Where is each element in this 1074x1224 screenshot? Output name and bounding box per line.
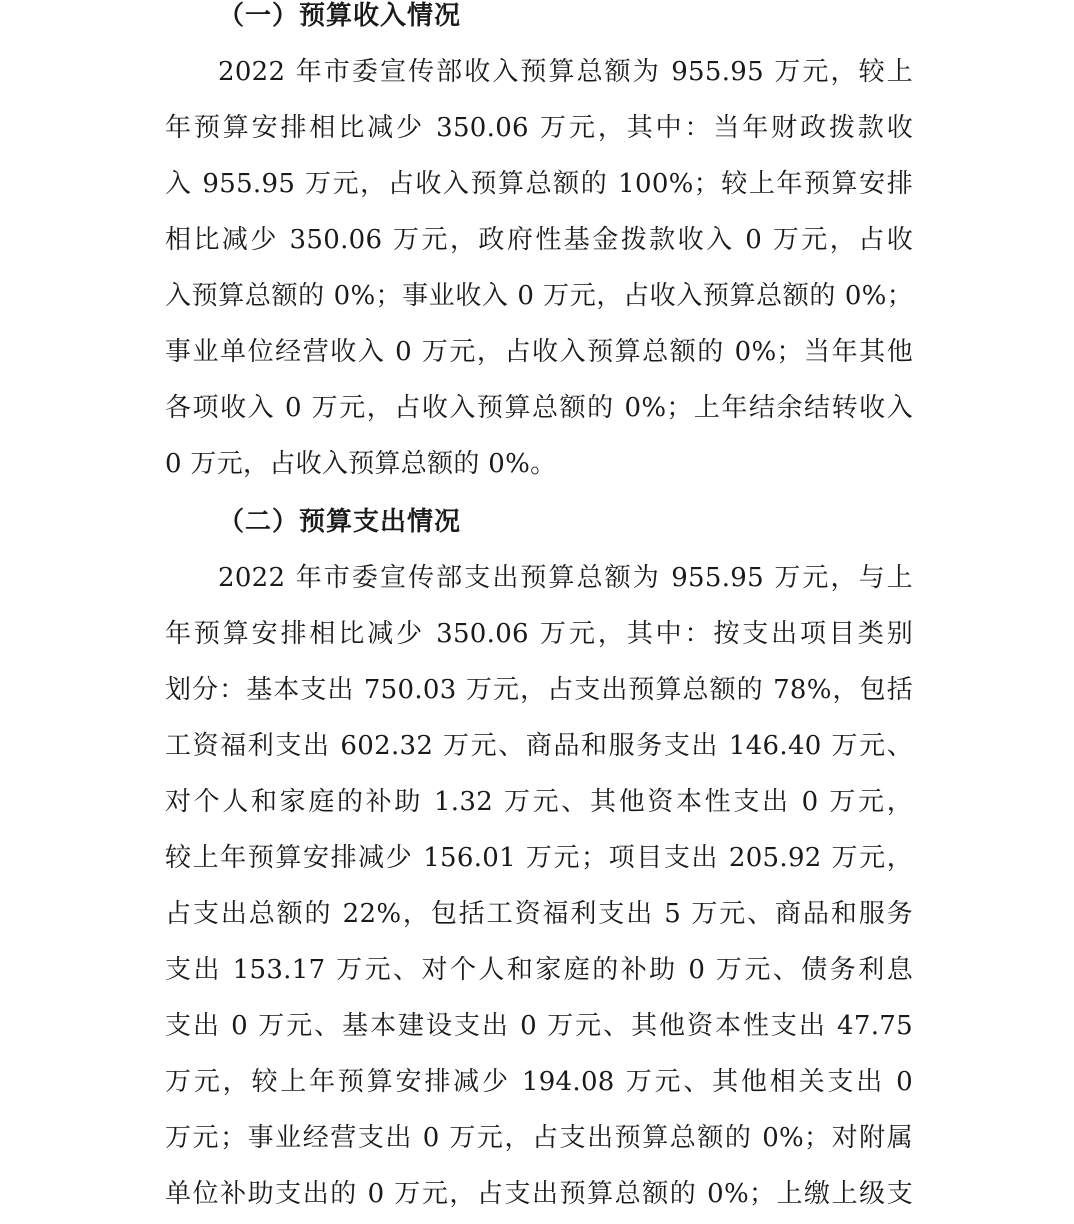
paragraph-line: 各项收入 0 万元，占收入预算总额的 0%；上年结余结转收入 — [165, 393, 913, 423]
paragraph-line: 年预算安排相比减少 350.06 万元，其中：当年财政拨款收 — [165, 113, 913, 143]
paragraph-line: 万元，较上年预算安排减少 194.08 万元、其他相关支出 0 — [165, 1067, 913, 1097]
paragraph-line: 工资福利支出 602.32 万元、商品和服务支出 146.40 万元、 — [165, 731, 913, 761]
paragraph-line: 占支出总额的 22%，包括工资福利支出 5 万元、商品和服务 — [165, 899, 913, 929]
paragraph-line: 事业单位经营收入 0 万元，占收入预算总额的 0%；当年其他 — [165, 337, 913, 367]
paragraph-line: 划分：基本支出 750.03 万元，占支出预算总额的 78%，包括 — [165, 675, 913, 705]
paragraph-line: 较上年预算安排减少 156.01 万元；项目支出 205.92 万元， — [165, 843, 913, 873]
paragraph-line: 年预算安排相比减少 350.06 万元，其中：按支出项目类别 — [165, 619, 913, 649]
section-heading-expenditure: （二）预算支出情况 — [218, 507, 462, 537]
paragraph-line: 单位补助支出的 0 万元，占支出预算总额的 0%；上缴上级支 — [165, 1179, 913, 1209]
paragraph-line: 2022 年市委宣传部收入预算总额为 955.95 万元，较上 — [218, 57, 913, 87]
paragraph-line: 2022 年市委宣传部支出预算总额为 955.95 万元，与上 — [218, 563, 913, 593]
paragraph-line: 相比减少 350.06 万元，政府性基金拨款收入 0 万元，占收 — [165, 225, 913, 255]
paragraph-line: 入 955.95 万元，占收入预算总额的 100%；较上年预算安排 — [165, 169, 913, 199]
paragraph-line: 对个人和家庭的补助 1.32 万元、其他资本性支出 0 万元， — [165, 787, 913, 817]
paragraph-line: 支出 153.17 万元、对个人和家庭的补助 0 万元、债务利息 — [165, 955, 913, 985]
paragraph-line: 支出 0 万元、基本建设支出 0 万元、其他资本性支出 47.75 — [165, 1011, 913, 1041]
paragraph-line: 万元；事业经营支出 0 万元，占支出预算总额的 0%；对附属 — [165, 1123, 913, 1153]
paragraph-line: 入预算总额的 0%；事业收入 0 万元，占收入预算总额的 0%； — [165, 281, 913, 311]
paragraph-line: 0 万元，占收入预算总额的 0%。 — [165, 449, 557, 479]
section-heading-income: （一）预算收入情况 — [218, 1, 462, 31]
